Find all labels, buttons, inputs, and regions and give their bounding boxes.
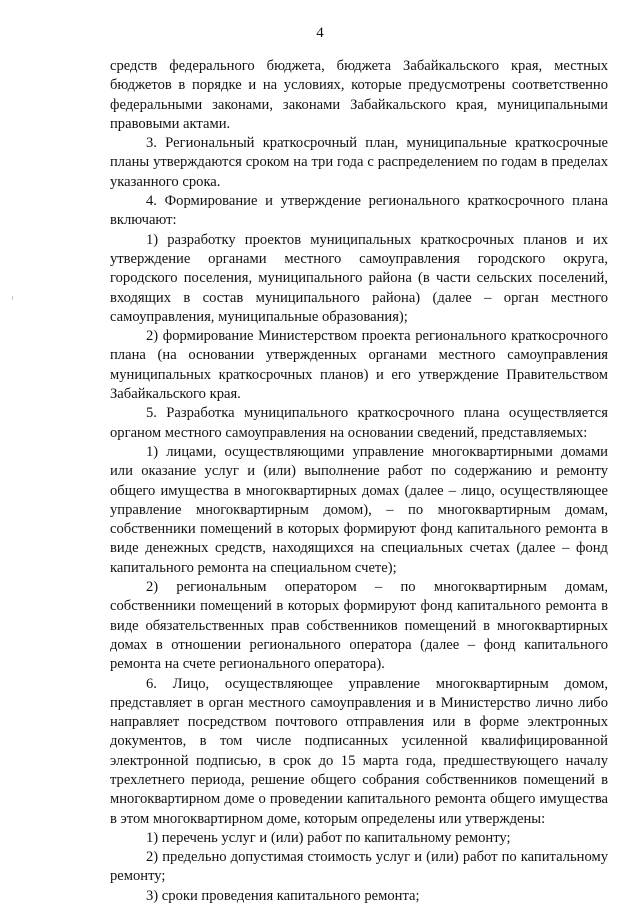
paragraph-item-6-1: 1) перечень услуг и (или) работ по капитальному ремонту;: [146, 829, 511, 846]
paragraph-item-4-2: 2) формирование Министерством проекта регионального краткосрочного плана (на основании утвержденных органами местного самоуправления муниципальных краткосрочных планов) и его утверждение Правительством Забайкальского края.: [110, 328, 608, 403]
paragraph-item-3: 3. Региональный краткосрочный план, муниципальные краткосрочные планы утверждаются сроком на три года с распределением по годам в пределах указанного срока.: [110, 135, 608, 190]
paragraph-item-5: 5. Разработка муниципального краткосрочного плана осуществляется органом местного самоуправления на основании сведений, представляемых:: [110, 405, 608, 441]
document-body: [110, 57, 608, 906]
paragraph-item-5-2: 2) региональным оператором – по многоквартирным домам, собственники помещений в которых формируют фонд капитального ремонта в виде обязательственных прав собственников помещений в многоквартирных домах в отношении регионального оператора (далее – фонд капитального ремонта на счете регионального оператора).: [110, 579, 608, 673]
paragraph-item-4: 4. Формирование и утверждение регионального краткосрочного плана включают:: [110, 193, 608, 229]
paragraph-item-4-1: 1) разработку проектов муниципальных краткосрочных планов и их утверждение органами местного самоуправления городского округа, городского поселения, муниципального района (в части сельских поселений, входящих в состав муниципального района) (далее – орган местного самоуправления, муниципальные образования);: [110, 231, 608, 325]
page-number: 4: [316, 25, 324, 41]
paragraph-continuation: средств федерального бюджета, бюджета Забайкальского края, местных бюджетов в порядке и на условиях, которые предусмотрены соответственно федеральными законами, законами Забайкальского края, муниципальными правовыми актами.: [110, 58, 608, 132]
paragraph-item-5-1: 1) лицами, осуществляющими управление многоквартирными домами или оказание услуг и (или) выполнение работ по содержанию и ремонту общего имущества в многоквартирных домах (далее – лицо, осуществляющее управление многоквартирным домом), – по многоквартирным домам, собственники помещений в которых формируют фонд капитального ремонта в виде денежных средств, находящихся на специальных счетах (далее – фонд капитального ремонта на специальном счете);: [110, 443, 608, 576]
paragraph-item-6: 6. Лицо, осуществляющее управление многоквартирным домом, представляет в орган местного самоуправления и в Министерство лично либо направляет посредством почтового отправления или в форме электронных документов, в том числе подписанных усиленной квалифицированной электронной подписью, в срок до 15 марта года, предшествующего началу трехлетнего периода, решение общего собрания собственников помещений в многоквартирном доме о проведении капитального ремонта общего имущества в этом многоквартирном доме, которым определены или утверждены:: [110, 675, 608, 827]
paragraph-item-6-2: 2) предельно допустимая стоимость услуг и (или) работ по капитальному ремонту;: [110, 849, 608, 885]
paragraph-item-6-3: 3) сроки проведения капитального ремонта;: [146, 887, 420, 904]
margin-mark: [12, 296, 13, 300]
